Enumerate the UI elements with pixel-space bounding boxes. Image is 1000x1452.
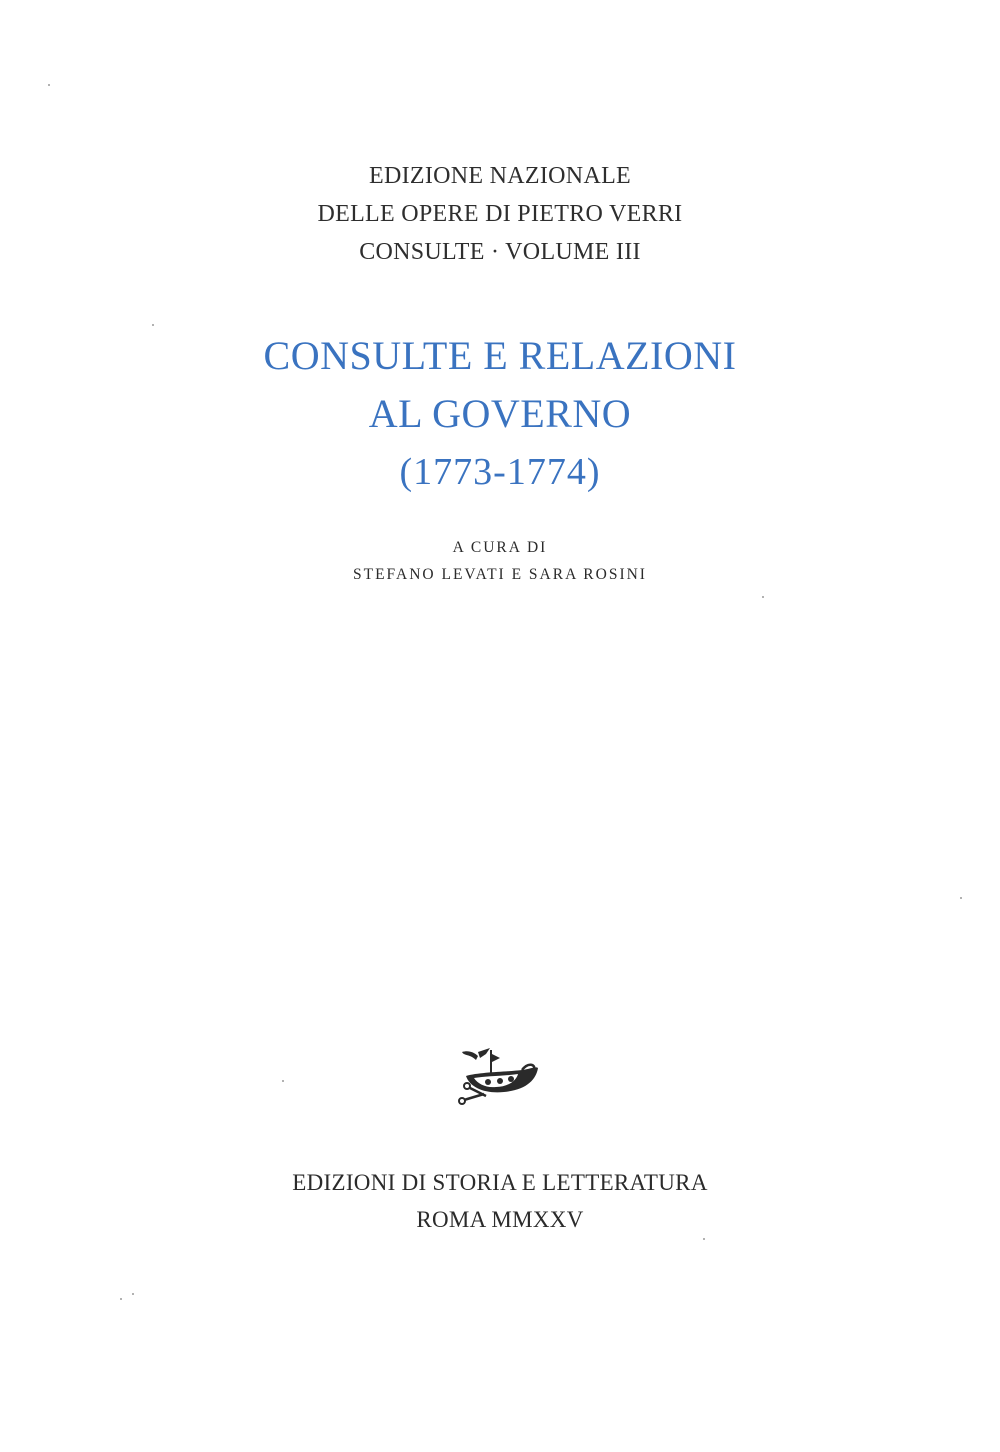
book-years: (1773-1774) bbox=[399, 451, 601, 493]
book-title-line-2: AL GOVERNO bbox=[368, 391, 632, 436]
publisher-place-year: ROMA MMXXV bbox=[416, 1207, 584, 1232]
series-subtitle: DELLE OPERE DI PIETRO VERRI bbox=[317, 201, 683, 227]
publisher-name: EDIZIONI DI STORIA E LETTERATURA bbox=[292, 1170, 708, 1195]
editors-names: STEFANO LEVATI E SARA ROSINI bbox=[353, 566, 647, 583]
scan-speck bbox=[48, 84, 50, 86]
book-title-line-1: CONSULTE E RELAZIONI bbox=[263, 333, 737, 378]
scan-speck bbox=[120, 1298, 122, 1300]
scan-speck bbox=[703, 1238, 705, 1240]
scan-speck bbox=[282, 1080, 284, 1082]
scan-speck bbox=[132, 1293, 134, 1295]
scan-speck bbox=[960, 897, 962, 899]
volume-label: CONSULTE · VOLUME III bbox=[359, 239, 641, 265]
scan-speck bbox=[152, 324, 154, 326]
series-name: EDIZIONE NAZIONALE bbox=[369, 163, 631, 189]
scan-speck bbox=[762, 596, 764, 598]
publisher-ship-emblem-icon bbox=[456, 1044, 540, 1108]
editors-intro: A CURA DI bbox=[452, 539, 548, 556]
